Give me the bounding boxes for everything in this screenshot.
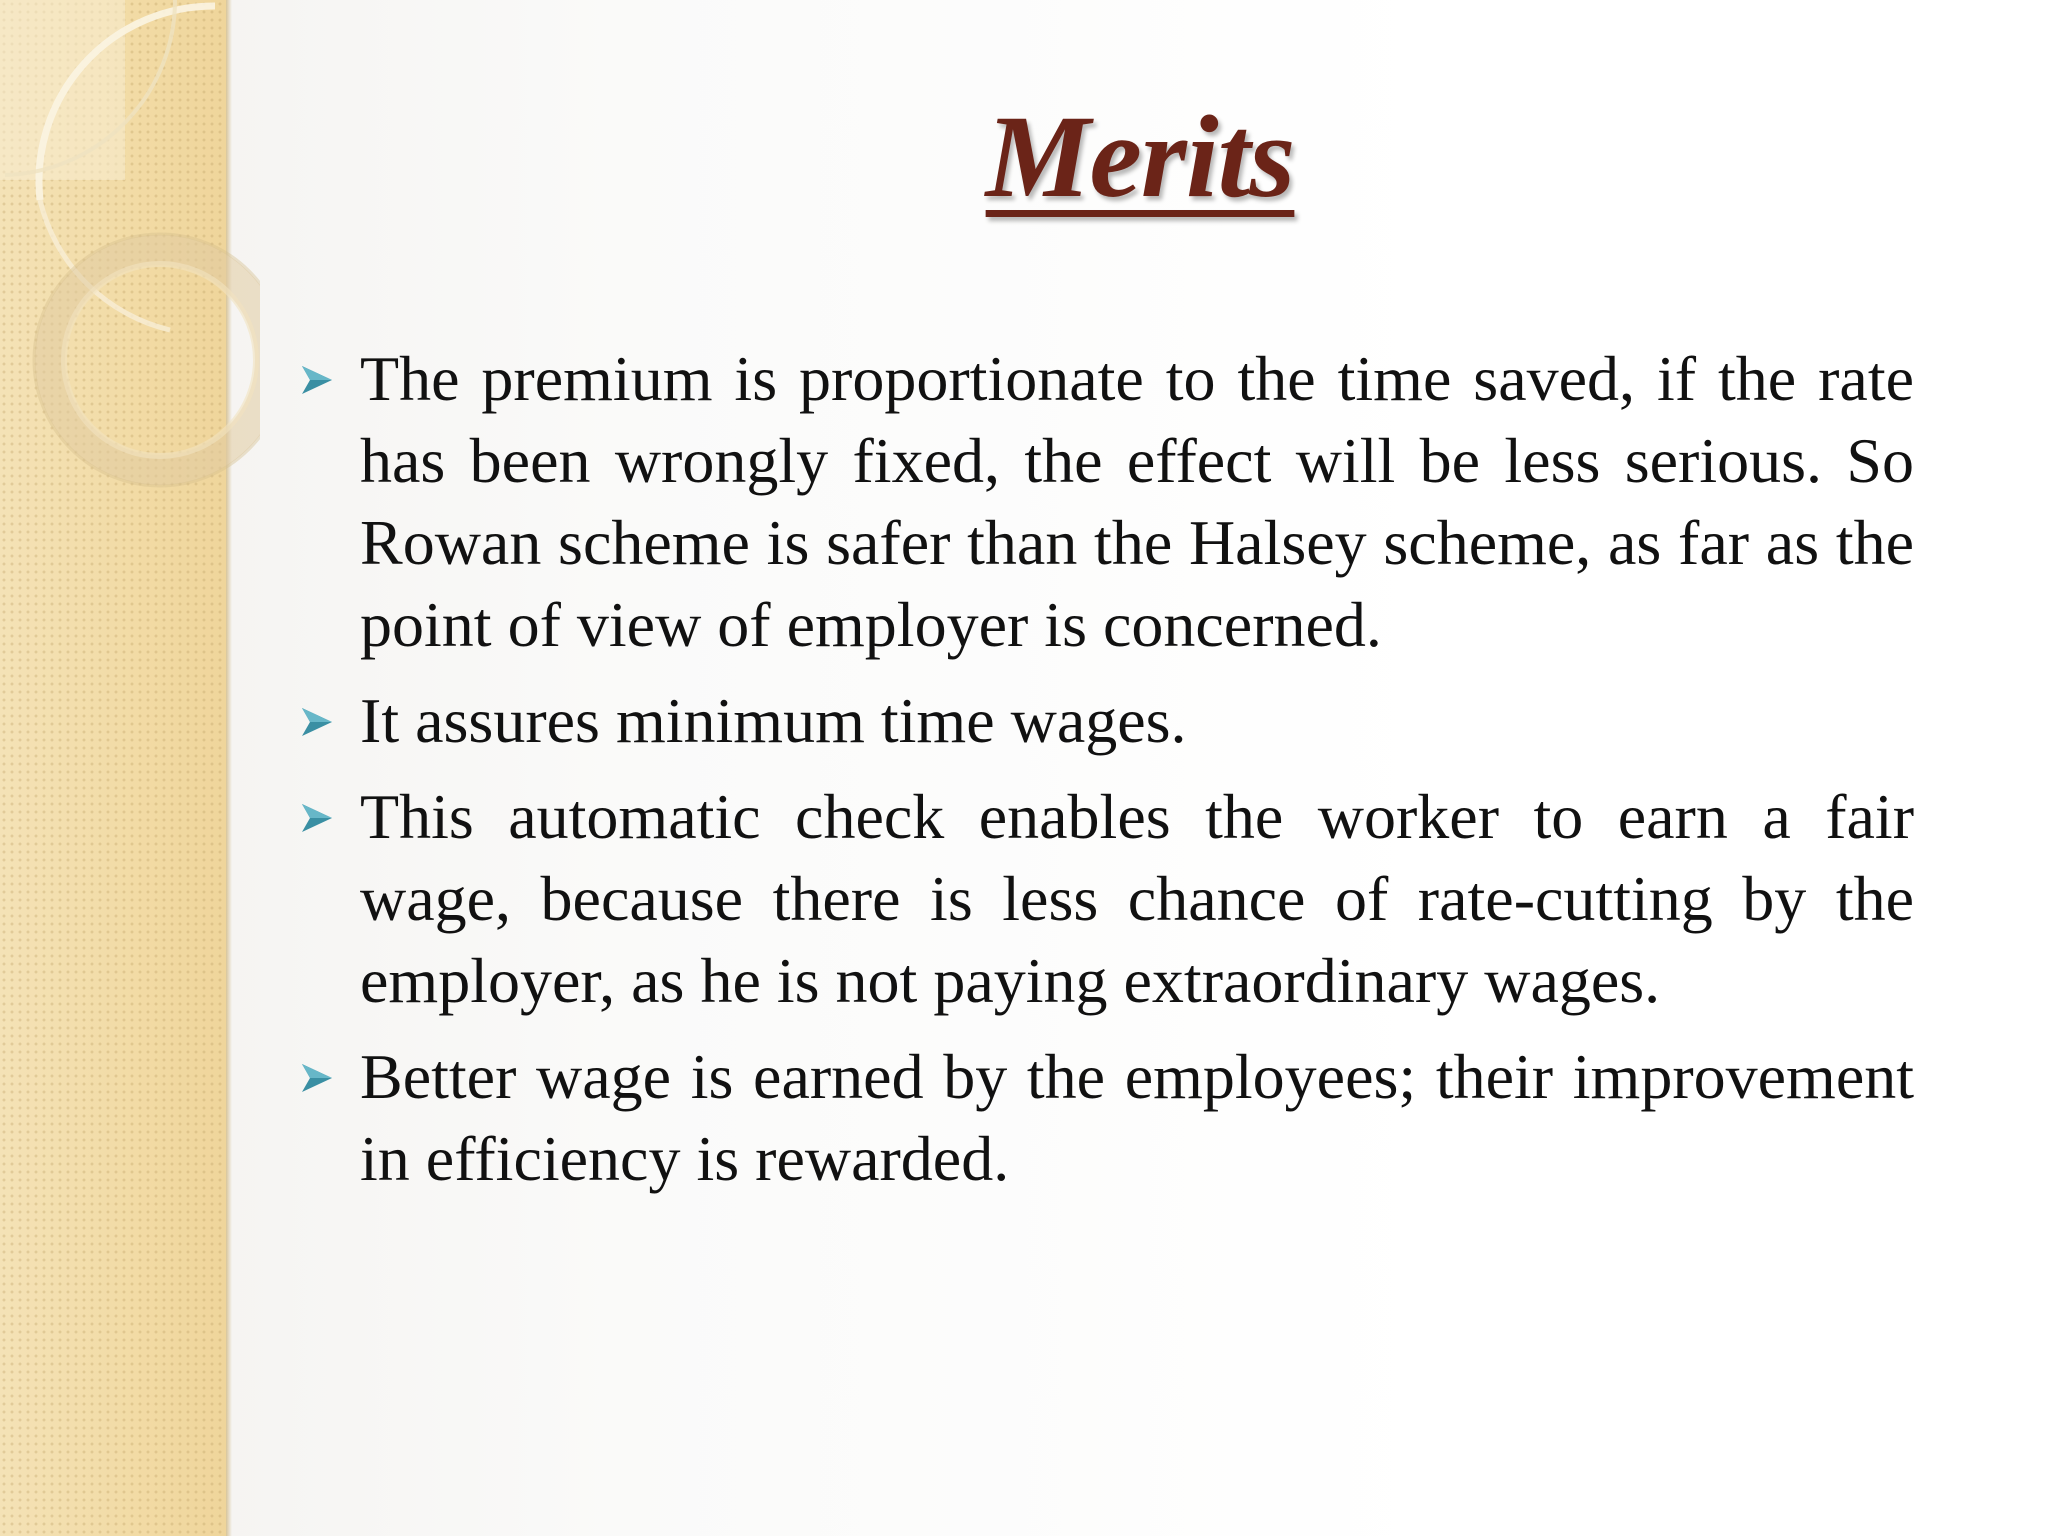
bullet-list [298,338,1914,1214]
bullet-item [298,776,1914,1022]
bullet-text: This automatic check enables the worker to earn a fair wage, because there is less chance of rate-cutting by the employer, as he is not paying extraordinary wages. [360,781,1914,1016]
arrow-bullet-icon [298,800,334,836]
bullet-item [298,338,1914,666]
bullet-item [298,1036,1914,1200]
decorative-rings-icon [0,0,260,520]
slide-title: Merits [985,91,1295,222]
arrow-bullet-icon [298,704,334,740]
bullet-text: It assures minimum time wages. [360,685,1187,756]
bullet-text: The premium is proportionate to the time saved, if the rate has been wrongly fixed, the effect will be less serious. So Rowan scheme is safer than the Halsey scheme, as far as the point of view of employer is concerned. [360,343,1914,660]
bullet-text: Better wage is earned by the employees; their improvement in efficiency is rewarded. [360,1041,1914,1194]
arrow-bullet-icon [298,1060,334,1096]
bullet-item [298,680,1914,762]
arrow-bullet-icon [298,362,334,398]
